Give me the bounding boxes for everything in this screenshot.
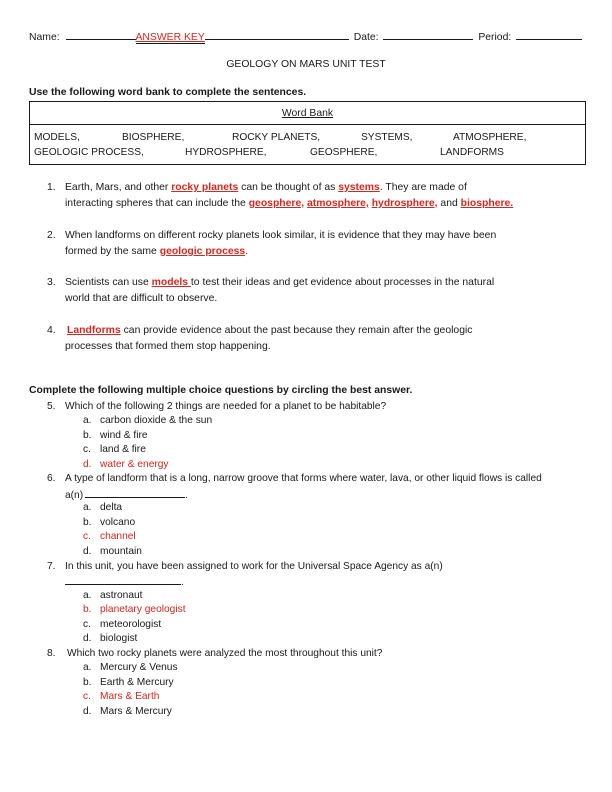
sentence-number: 1. [47, 182, 56, 193]
question-number: 7. [47, 561, 56, 572]
choice-text: planetary geologist [100, 604, 186, 615]
choice-letter: d. [83, 633, 92, 644]
date-label: Date: [353, 32, 379, 43]
page-title: GEOLOGY ON MARS UNIT TEST [226, 59, 386, 70]
choice[interactable] [83, 430, 148, 441]
choice[interactable] [83, 619, 161, 630]
header-line [29, 30, 582, 43]
question-6-line-2: a(n) . [65, 490, 188, 501]
name-blank [66, 30, 136, 40]
choice-text: mountain [100, 546, 142, 557]
answer-geologic-process: geologic process [159, 246, 246, 257]
choice-letter: d. [83, 459, 92, 470]
sentence-3-line-1 [47, 277, 494, 288]
sentence-4-line-2 [65, 341, 271, 352]
answer-hydrosphere: hydrosphere, [371, 198, 438, 209]
word-bank-word: ATMOSPHERE, [453, 132, 527, 143]
choice[interactable] [83, 502, 122, 513]
choice-text: Mercury & Venus [100, 662, 178, 673]
word-bank-word: HYDROSPHERE, [185, 147, 267, 158]
sentence-text: interacting spheres that can include the [65, 198, 249, 209]
section2-instruction: Complete the following multiple choice questions by circling the best answer. [29, 385, 413, 396]
answer-rocky-planets: rocky planets [171, 182, 239, 193]
question-text: a(n) [65, 490, 84, 501]
section1-instruction: Use the following word bank to complete the sentences. [29, 87, 307, 98]
sentence-text: can provide evidence about the past because they remain after the geologic [120, 325, 473, 336]
sentence-number: 3. [47, 277, 56, 288]
sentence-4-line-1 [47, 325, 472, 336]
choice-letter: c. [83, 444, 91, 455]
choice-letter: a. [83, 502, 92, 513]
choice-letter: c. [83, 531, 91, 542]
word-bank-header [30, 102, 585, 125]
choice-correct[interactable] [83, 691, 159, 702]
question-8 [47, 648, 382, 659]
choice-letter: b. [83, 430, 92, 441]
question-number: 6. [47, 473, 56, 484]
choice-correct[interactable] [83, 604, 186, 615]
sentence-number: 2. [47, 230, 56, 241]
choice-text: water & energy [100, 459, 169, 470]
sentence-text: to test their ideas and get evidence about processes in the natural [190, 277, 495, 288]
question-6 [47, 473, 542, 484]
choice[interactable] [83, 662, 178, 673]
word-bank-word: LANDFORMS [440, 147, 504, 158]
choice[interactable] [83, 633, 137, 644]
word-bank-word: SYSTEMS, [361, 132, 413, 143]
sentence-text: Earth, Mars, and other [65, 182, 172, 193]
sentence-text: Scientists can use [65, 277, 152, 288]
answer-blank [65, 575, 181, 585]
choice-letter: d. [83, 706, 92, 717]
choice-text: carbon dioxide & the sun [100, 415, 213, 426]
choice-correct[interactable] [83, 531, 136, 542]
period-blank [516, 30, 582, 40]
sentence-text: . They are made of [379, 182, 467, 193]
sentence-1-line-1 [47, 182, 467, 193]
choice[interactable] [83, 706, 172, 717]
choice-text: delta [100, 502, 123, 513]
answer-key-label: ANSWER KEY [135, 32, 205, 43]
sentence-text: When landforms on different rocky planets look similar, it is evidence that they may have been [65, 230, 497, 241]
choice-letter: a. [83, 590, 92, 601]
choice-letter: a. [83, 415, 92, 426]
answer-geosphere: geosphere, [248, 198, 305, 209]
sentence-text: and [437, 198, 461, 209]
word-bank-title: Word Bank [281, 108, 334, 119]
word-bank-word: GEOLOGIC PROCESS, [34, 147, 144, 158]
word-bank-word: GEOSPHERE, [310, 147, 378, 158]
answer-atmosphere: atmosphere, [307, 198, 369, 209]
sentence-text: processes that formed them stop happening. [65, 341, 271, 352]
question-7-line-2: . [65, 575, 184, 588]
sentence-3-line-2 [65, 293, 217, 304]
choice-letter: b. [83, 677, 92, 688]
choice-text: astronaut [100, 590, 143, 601]
question-5 [47, 401, 386, 412]
sentence-text: world that are difficult to observe. [65, 293, 218, 304]
choice[interactable] [83, 590, 142, 601]
choice-text: meteorologist [100, 619, 162, 630]
choice-text: Mars & Mercury [100, 706, 172, 717]
choice[interactable] [83, 517, 135, 528]
sentence-2-line-1 [47, 230, 496, 241]
choice-letter: b. [83, 517, 92, 528]
choice-letter: a. [83, 662, 92, 673]
answer-blank [85, 488, 185, 498]
choice-text: channel [100, 531, 136, 542]
sentence-text: . [245, 246, 249, 257]
sentence-number: 4. [47, 325, 56, 336]
choice-letter: d. [83, 546, 92, 557]
date-blank [383, 30, 473, 40]
answer-models: models [151, 277, 191, 288]
question-text: A type of landform that is a long, narrow groove that forms where water, lava, or other liquid flows is called [65, 473, 542, 484]
question-text: Which two rocky planets were analyzed the most throughout this unit? [67, 648, 383, 659]
answer-landforms: Landforms [67, 325, 121, 336]
sentence-1-line-2 [65, 198, 513, 209]
sentence-text: formed by the same [65, 246, 160, 257]
answer-biosphere: biosphere. [460, 198, 514, 209]
choice-text: volcano [100, 517, 136, 528]
name-blank-2 [205, 30, 349, 40]
question-text: In this unit, you have been assigned to work for the Universal Space Agency as a(n) [65, 561, 443, 572]
choice-correct[interactable] [83, 459, 169, 470]
question-text: Which of the following 2 things are needed for a planet to be habitable? [65, 401, 387, 412]
sentence-2-line-2 [65, 246, 248, 257]
choice-text: wind & fire [100, 430, 148, 441]
choice-letter: b. [83, 604, 92, 615]
choice-letter: c. [83, 691, 91, 702]
question-7 [47, 561, 443, 572]
word-bank [29, 101, 586, 165]
choice[interactable] [83, 444, 146, 455]
choice-text: Earth & Mercury [100, 677, 174, 688]
choice-text: biologist [100, 633, 138, 644]
word-bank-word: MODELS, [34, 132, 80, 143]
choice[interactable] [83, 677, 174, 688]
question-number: 8. [47, 648, 56, 659]
name-label: Name: [29, 32, 60, 43]
choice-letter: c. [83, 619, 91, 630]
word-bank-word: ROCKY PLANETS, [232, 132, 321, 143]
answer-systems: systems [338, 182, 380, 193]
sentence-text: can be thought of as [238, 182, 339, 193]
choice-text: Mars & Earth [100, 691, 160, 702]
question-number: 5. [47, 401, 56, 412]
choice-text: land & fire [100, 444, 146, 455]
choice[interactable] [83, 415, 212, 426]
choice[interactable] [83, 546, 142, 557]
period-label: Period: [478, 32, 512, 43]
word-bank-word: BIOSPHERE, [122, 132, 185, 143]
